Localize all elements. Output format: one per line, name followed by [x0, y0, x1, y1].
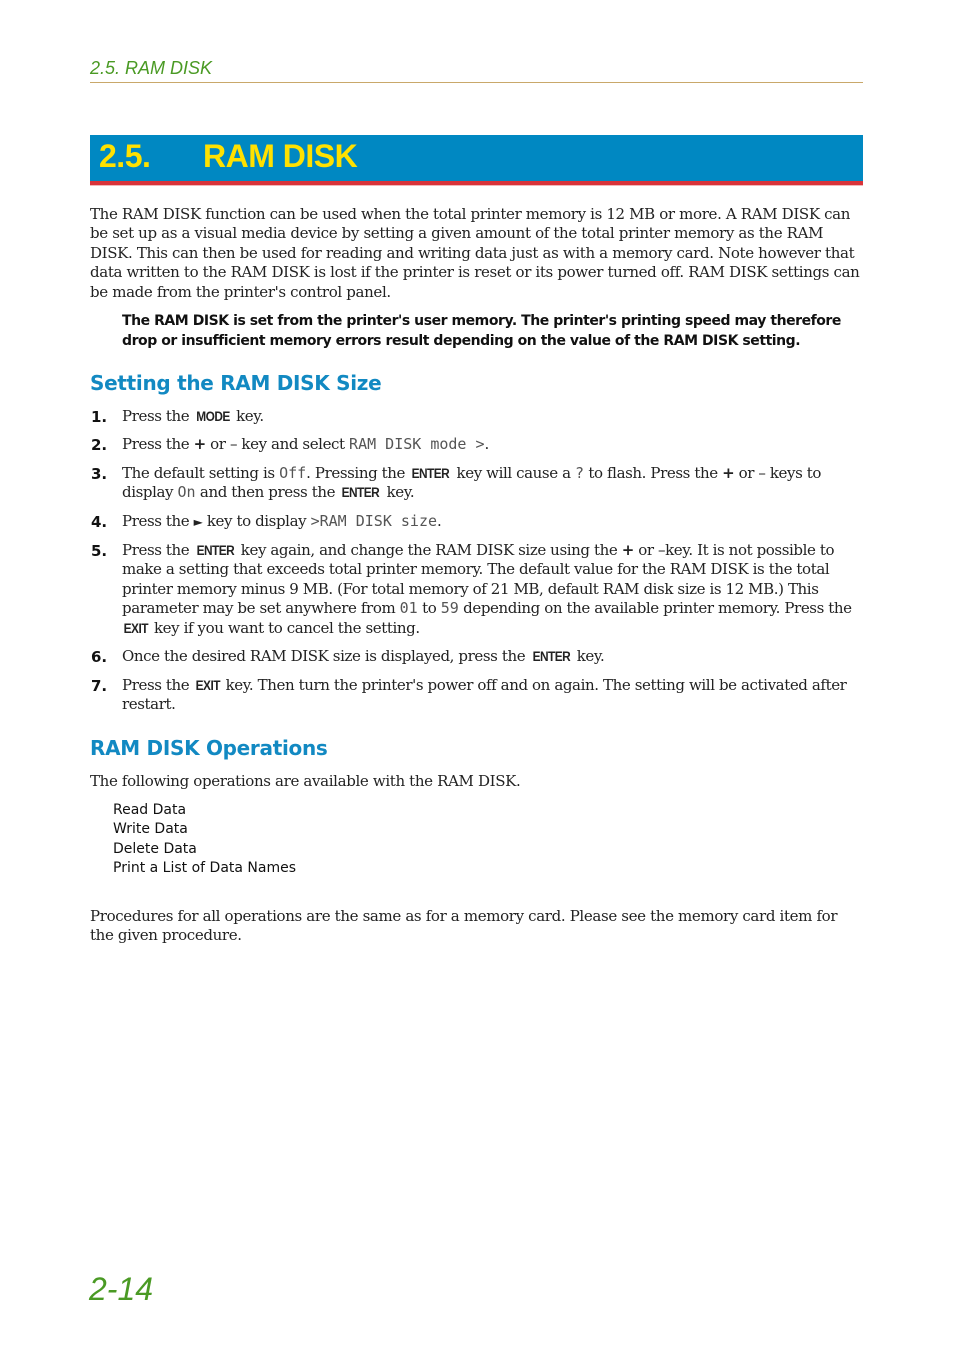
step-number: 3. — [91, 465, 108, 483]
step-number: 5. — [91, 542, 108, 560]
list-item: Delete Data — [113, 840, 197, 857]
step-text: Press the ENTER key again, and change the RAM DISK size using the + or –key. It is not possible to make a setting that exceeds total printer memory. The default value for the RAM DISK is the total printer memory minus 9 MB. (For total memory of 21 MB, default RAM disk size is 12 MB.) This parameter may be set anywhere from 01 to 59 depending on the available printer memory. Press the EXIT key if you want to cancel the setting. — [122, 541, 852, 637]
operations-list — [113, 801, 296, 879]
heading-ram-disk-operations: RAM DISK Operations — [90, 736, 328, 760]
lcd-text: >RAM DISK size — [310, 512, 438, 530]
right-arrow-icon: ► — [193, 515, 203, 529]
enter-key: ENTER — [532, 649, 570, 664]
list-item: Read Data — [113, 802, 187, 818]
mode-key: MODE — [195, 409, 230, 424]
section-title-bar — [90, 135, 863, 185]
exit-key: EXIT — [195, 678, 220, 693]
list-item: Print a List of Data Names — [113, 860, 297, 877]
step-text: The default setting is Off. Pressing the ENTER key will cause a ? to flash. Press the + or – keys to display On and then press the ENTER key. — [122, 464, 822, 502]
enter-key: ENTER — [411, 466, 450, 481]
step-text: Press the + or – key and select RAM DISK mode >. — [122, 435, 489, 453]
exit-key: EXIT — [123, 620, 148, 636]
step-number: 1. — [91, 408, 108, 426]
note-paragraph: The RAM DISK is set from the printer's user memory. The printer's printing speed may therefore drop or insufficient memory errors result depending on the value of the RAM DISK setting. — [122, 313, 841, 349]
operations-intro: The following operations are available with the RAM DISK. — [90, 772, 521, 790]
lcd-text: ? — [575, 464, 585, 482]
lcd-text: Off — [279, 464, 307, 482]
step-number: 2. — [91, 436, 108, 454]
step-text: Press the EXIT key. Then turn the printer's power off and on again. The setting will be activated after restart. — [122, 676, 847, 714]
lcd-text: 01 — [399, 599, 418, 618]
enter-key: ENTER — [342, 485, 380, 501]
operations-outro: Procedures for all operations are the same as for a memory card. Please see the memory card item for the given procedure. — [90, 907, 838, 945]
enter-key: ENTER — [196, 543, 234, 558]
step-number: 7. — [91, 677, 108, 695]
step-text: Press the MODE key. — [122, 407, 264, 425]
step-text: Once the desired RAM DISK size is displayed, press the ENTER key. — [122, 647, 605, 665]
lcd-text: RAM DISK mode > — [349, 435, 485, 453]
intro-paragraph: The RAM DISK function can be used when the total printer memory is 12 MB or more. A RAM DISK can be set up as a visual media device by setting a given amount of the total printer memory as the RAM DISK. This can then be used for reading and writing data just as with a memory card. Note however that data written to the RAM DISK is lost if the printer is reset or its power turned off. RAM DISK settings can be made from the printer's control panel. — [90, 205, 860, 301]
heading-setting-size: Setting the RAM DISK Size — [90, 371, 382, 395]
step-number: 4. — [91, 513, 108, 531]
step-number: 6. — [91, 648, 108, 666]
running-head: 2.5. RAM DISK — [90, 58, 863, 83]
lcd-text: 59 — [440, 599, 459, 618]
page-number: 2-14 — [89, 1271, 154, 1307]
section-number: 2.5. — [99, 138, 151, 174]
step-text: Press the ► key to display >RAM DISK size. — [122, 512, 864, 532]
lcd-text: On — [177, 483, 196, 502]
list-item: Write Data — [113, 821, 188, 838]
section-title: RAM DISK — [203, 138, 358, 174]
